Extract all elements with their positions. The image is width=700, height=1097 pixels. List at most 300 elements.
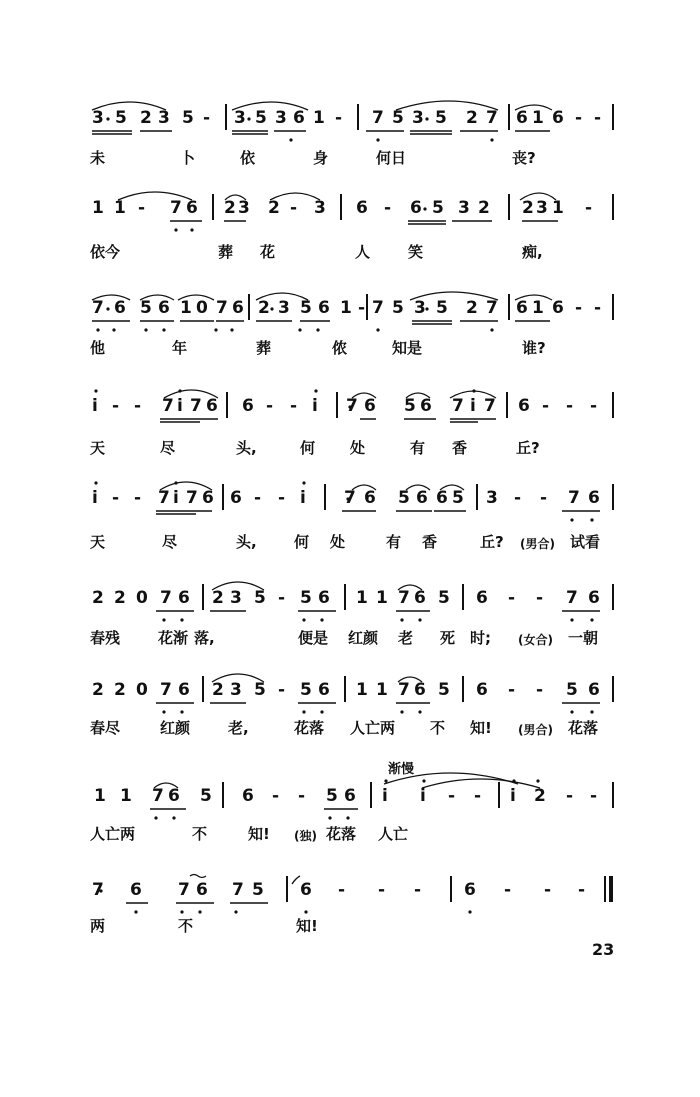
note: 1 [180, 298, 192, 318]
note: 7 [170, 198, 182, 218]
note: 2 [534, 786, 546, 806]
note: 7 [160, 680, 172, 700]
note: 2 [212, 680, 224, 700]
note: 7 [162, 396, 174, 416]
note: - [585, 198, 593, 218]
lyric: 花渐 [158, 629, 189, 647]
note: - [594, 108, 602, 128]
barline [612, 294, 614, 320]
lyric: 一朝 [568, 629, 599, 647]
note: 7 [486, 298, 498, 318]
note: - [278, 588, 286, 608]
lyric: 不 [178, 917, 194, 935]
barline [476, 484, 478, 510]
lyric: 头, [236, 533, 257, 551]
lyric: 花落 [568, 719, 599, 737]
barline [226, 392, 228, 418]
note: 7 [452, 396, 464, 416]
lyric: 尽 [162, 533, 178, 551]
note: 7 [344, 488, 356, 508]
note: 6 [410, 198, 422, 218]
note: 7 [92, 298, 104, 318]
barline [248, 294, 250, 320]
barline [612, 104, 614, 130]
note: 3 [458, 198, 470, 218]
notation-line [0, 100, 700, 140]
note: 5 [432, 198, 444, 218]
lyric: 头, [236, 439, 257, 457]
note: 2 [114, 680, 126, 700]
barline [498, 782, 500, 808]
note: 5 [300, 680, 312, 700]
lyric: 知! [470, 719, 492, 737]
note: - [112, 396, 120, 416]
lyric: 红颜 [348, 629, 379, 647]
note: 6 [318, 680, 330, 700]
barline [212, 194, 214, 220]
lyric: 花 [260, 243, 276, 261]
note: 7 [372, 108, 384, 128]
note: 6 [344, 786, 356, 806]
lyric: 花落 [326, 825, 357, 843]
note: - [514, 488, 522, 508]
lyric: 侬 [332, 339, 348, 357]
barline [336, 392, 338, 418]
note: - [112, 488, 120, 508]
note: - [542, 396, 550, 416]
barline [324, 484, 326, 510]
note: 6 [518, 396, 530, 416]
note: - [266, 396, 274, 416]
note: 5 [326, 786, 338, 806]
note: 6 [230, 488, 242, 508]
note: 7 [92, 880, 104, 900]
note: 3 [486, 488, 498, 508]
note: 3 [412, 108, 424, 128]
note: 6 [293, 108, 305, 128]
note: 6 [588, 588, 600, 608]
note: 6 [416, 488, 428, 508]
lyric: 老, [228, 719, 249, 737]
note: 6 [300, 880, 312, 900]
note: 5 [438, 680, 450, 700]
note: 1 [532, 298, 544, 318]
note: 3 [230, 588, 242, 608]
note: 7 [190, 396, 202, 416]
lyric: 处 [330, 533, 346, 551]
lyric: 他 [90, 339, 106, 357]
note: 5 [435, 108, 447, 128]
lyric: 天 [90, 533, 106, 551]
note: 6 [186, 198, 198, 218]
note: - [575, 108, 583, 128]
note: 7 [398, 680, 410, 700]
note: 6 [196, 880, 208, 900]
barline [612, 194, 614, 220]
note: - [575, 298, 583, 318]
lyric: 香 [422, 533, 438, 551]
note: 6 [168, 786, 180, 806]
lyric: 知是 [392, 339, 423, 357]
lyric: 笑 [408, 243, 424, 261]
note: 5 [398, 488, 410, 508]
note: 5 [392, 108, 404, 128]
note: i [420, 786, 426, 806]
note: 7 [178, 880, 190, 900]
lyric: 丘? [516, 439, 540, 457]
note: - [278, 488, 286, 508]
note: - [566, 786, 574, 806]
note: 2 [224, 198, 236, 218]
note: 6 [206, 396, 218, 416]
note: 5 [438, 588, 450, 608]
note: 5 [200, 786, 212, 806]
lyric: 依今 [90, 243, 121, 261]
barline [508, 194, 510, 220]
note: - [578, 880, 586, 900]
note: 1 [340, 298, 352, 318]
final-barline [604, 876, 613, 902]
note: 6 [476, 680, 488, 700]
note: - [590, 786, 598, 806]
note: - [544, 880, 552, 900]
note: 5 [566, 680, 578, 700]
note: 7 [186, 488, 198, 508]
barline [462, 584, 464, 610]
note: 1 [120, 786, 132, 806]
note: 1 [114, 198, 126, 218]
lyric: 花落 [294, 719, 325, 737]
note: i [382, 786, 388, 806]
note: 6 [414, 588, 426, 608]
note: 6 [516, 298, 528, 318]
note: - [272, 786, 280, 806]
note: - [203, 108, 211, 128]
barline [508, 104, 510, 130]
barline [366, 294, 368, 320]
lyric: 葬 [256, 339, 272, 357]
note: 5 [115, 108, 127, 128]
note: 3 [234, 108, 246, 128]
tempo-mark: 渐慢 [388, 762, 415, 777]
note: - [474, 786, 482, 806]
note: 7 [346, 396, 358, 416]
note: 1 [92, 198, 104, 218]
note: 6 [178, 680, 190, 700]
lyrics-line [0, 438, 700, 468]
lyric: 痴, [522, 243, 543, 261]
note: 7 [566, 588, 578, 608]
lyric: 葬 [218, 243, 234, 261]
note: 5 [182, 108, 194, 128]
lyric-performer-note: (男合) [520, 537, 555, 551]
note: - [254, 488, 262, 508]
lyric: 谁? [522, 339, 546, 357]
lyric: 春尽 [90, 719, 121, 737]
note: 3 [314, 198, 326, 218]
notation-line [0, 190, 700, 230]
barline [202, 584, 204, 610]
lyric: 何 [300, 439, 316, 457]
note: 6 [356, 198, 368, 218]
note: 7 [152, 786, 164, 806]
note: 6 [516, 108, 528, 128]
note: 2 [140, 108, 152, 128]
note: - [594, 298, 602, 318]
note: - [414, 880, 422, 900]
note: 5 [300, 588, 312, 608]
note: 2 [268, 198, 280, 218]
barline [450, 876, 452, 902]
note: 2 [466, 108, 478, 128]
note: 3 [238, 198, 250, 218]
note: 3 [275, 108, 287, 128]
note: 5 [436, 298, 448, 318]
note: i [173, 488, 179, 508]
note: 2 [212, 588, 224, 608]
note: 6 [202, 488, 214, 508]
lyric: 身 [313, 149, 329, 167]
note: 5 [300, 298, 312, 318]
lyric: 落, [194, 629, 215, 647]
note: - [590, 396, 598, 416]
note: 7 [398, 588, 410, 608]
note: 6 [318, 588, 330, 608]
note: 7 [216, 298, 228, 318]
barline [225, 104, 227, 130]
notation-line [0, 580, 700, 620]
note: 1 [532, 108, 544, 128]
lyric: 人亡两 [90, 825, 136, 843]
note: i [312, 396, 318, 416]
barline [222, 782, 224, 808]
lyric: 人亡 [378, 825, 409, 843]
lyric-performer-note: (男合) [518, 723, 553, 737]
barline [612, 584, 614, 610]
note: 5 [404, 396, 416, 416]
lyrics-line [0, 242, 700, 272]
barline [286, 876, 288, 902]
lyrics-line [0, 148, 700, 178]
note: - [508, 588, 516, 608]
note: 3 [230, 680, 242, 700]
note: 5 [452, 488, 464, 508]
note: 6 [552, 108, 564, 128]
note: - [290, 198, 298, 218]
note: 2 [92, 680, 104, 700]
lyric: 红颜 [160, 719, 191, 737]
lyric: 卜 [180, 149, 196, 167]
lyric: 死 [440, 629, 456, 647]
note: - [540, 488, 548, 508]
note: 3 [92, 108, 104, 128]
note: 7 [160, 588, 172, 608]
lyric-performer-note: (女合) [518, 633, 553, 647]
slurs-and-beams [0, 190, 700, 230]
note: 2 [92, 588, 104, 608]
lyric: 试看 [570, 533, 601, 551]
notation-line [0, 290, 700, 330]
lyric: 老 [398, 629, 414, 647]
note: 5 [252, 880, 264, 900]
note: 6 [476, 588, 488, 608]
note: - [278, 680, 286, 700]
note: 2 [522, 198, 534, 218]
lyric: 知! [296, 917, 318, 935]
lyrics-line [0, 718, 700, 748]
note: 7 [486, 108, 498, 128]
lyric: 春残 [90, 629, 121, 647]
note: 6 [364, 488, 376, 508]
barline [222, 484, 224, 510]
note: - [134, 396, 142, 416]
note: - [358, 298, 366, 318]
lyric: 时; [470, 629, 491, 647]
note: - [298, 786, 306, 806]
note: 5 [140, 298, 152, 318]
barline [612, 676, 614, 702]
lyric: 人亡两 [350, 719, 396, 737]
lyric: 便是 [298, 629, 329, 647]
lyric: 不 [430, 719, 446, 737]
lyric: 香 [452, 439, 468, 457]
note: 6 [588, 488, 600, 508]
note: 6 [318, 298, 330, 318]
note: - [138, 198, 146, 218]
note: 6 [364, 396, 376, 416]
note: - [508, 680, 516, 700]
note: - [384, 198, 392, 218]
barline [344, 676, 346, 702]
note: 6 [552, 298, 564, 318]
lyrics-line [0, 628, 700, 658]
note: 6 [414, 680, 426, 700]
note: 3 [536, 198, 548, 218]
note: - [134, 488, 142, 508]
note: 6 [130, 880, 142, 900]
lyric: 天 [90, 439, 106, 457]
lyric: 知! [248, 825, 270, 843]
lyrics-line [0, 824, 700, 854]
note: 6 [436, 488, 448, 508]
note: 0 [136, 680, 148, 700]
note: i [92, 396, 98, 416]
note: 3 [278, 298, 290, 318]
lyrics-line [0, 532, 700, 562]
barline [202, 676, 204, 702]
note: 1 [356, 680, 368, 700]
notation-line [0, 672, 700, 712]
note: 6 [158, 298, 170, 318]
note: - [536, 588, 544, 608]
barline [612, 484, 614, 510]
lyric: 有 [410, 439, 426, 457]
note: 7 [568, 488, 580, 508]
note: i [470, 396, 476, 416]
note: 0 [196, 298, 208, 318]
note: 2 [478, 198, 490, 218]
note: 5 [255, 108, 267, 128]
note: 7 [232, 880, 244, 900]
note: 6 [242, 396, 254, 416]
note: - [338, 880, 346, 900]
note: 6 [464, 880, 476, 900]
note: 5 [254, 588, 266, 608]
note: 7 [372, 298, 384, 318]
lyric: 未 [90, 149, 106, 167]
note: - [335, 108, 343, 128]
lyric-performer-note: (独) [294, 829, 317, 843]
note: 7 [158, 488, 170, 508]
lyric: 何 [294, 533, 310, 551]
note: 3 [158, 108, 170, 128]
note: - [504, 880, 512, 900]
lyric: 尽 [160, 439, 176, 457]
barline [506, 392, 508, 418]
barline [344, 584, 346, 610]
barline [508, 294, 510, 320]
note: i [510, 786, 516, 806]
barline [612, 392, 614, 418]
note: - [536, 680, 544, 700]
barline [357, 104, 359, 130]
note: 1 [94, 786, 106, 806]
barline [612, 782, 614, 808]
note: 6 [420, 396, 432, 416]
notation-line [0, 778, 700, 818]
barline [340, 194, 342, 220]
lyric: 不 [192, 825, 208, 843]
slurs-and-beams [0, 872, 700, 912]
lyric: 何日 [376, 149, 407, 167]
note: 6 [588, 680, 600, 700]
page-number: 23 [592, 940, 615, 959]
note: 6 [242, 786, 254, 806]
note: 6 [178, 588, 190, 608]
lyric: 人 [355, 243, 371, 261]
notation-line [0, 480, 700, 520]
lyric: 丘? [480, 533, 504, 551]
note: 2 [466, 298, 478, 318]
note: 1 [356, 588, 368, 608]
note: 7 [484, 396, 496, 416]
lyric: 有 [386, 533, 402, 551]
lyrics-line [0, 338, 700, 368]
notation-line [0, 872, 700, 912]
note: - [290, 396, 298, 416]
lyric: 年 [172, 339, 188, 357]
note: 0 [136, 588, 148, 608]
note: 6 [114, 298, 126, 318]
note: 1 [552, 198, 564, 218]
note: 1 [376, 588, 388, 608]
note: 1 [376, 680, 388, 700]
lyric: 两 [90, 917, 106, 935]
barline [370, 782, 372, 808]
note: 6 [232, 298, 244, 318]
note: i [177, 396, 183, 416]
note: - [448, 786, 456, 806]
note: 2 [258, 298, 270, 318]
note: 5 [392, 298, 404, 318]
barline [462, 676, 464, 702]
note: 3 [414, 298, 426, 318]
note: - [566, 396, 574, 416]
notation-line [0, 388, 700, 428]
note: i [300, 488, 306, 508]
note: 1 [313, 108, 325, 128]
lyric: 处 [350, 439, 366, 457]
